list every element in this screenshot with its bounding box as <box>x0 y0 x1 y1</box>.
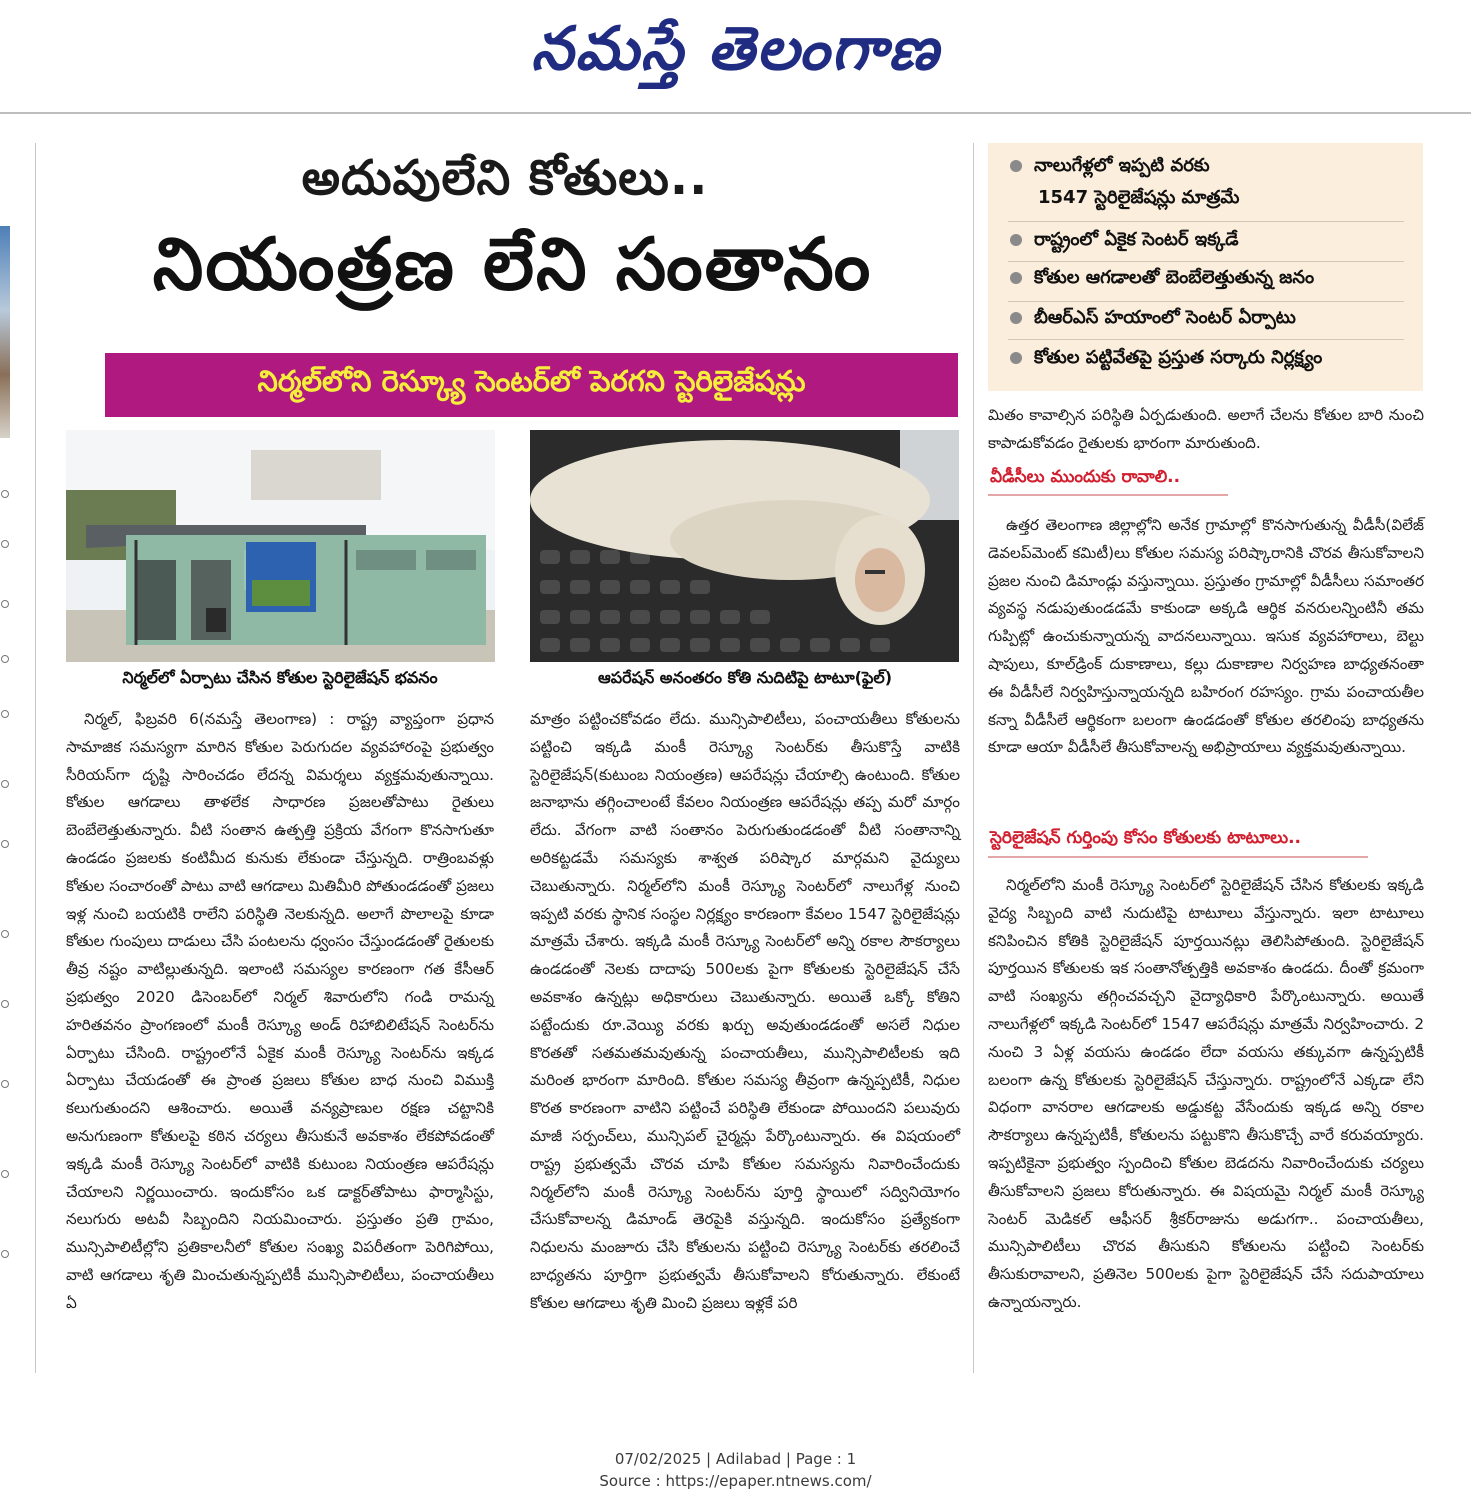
highlight-divider <box>1008 301 1404 302</box>
neighbor-text-strip <box>0 480 10 1380</box>
article-paragraph: ఉత్తర తెలంగాణ జిల్లాల్లోని అనేక గ్రామాల్లో కొనసాగుతున్న వీడీసీ(విలేజ్ డెవలప్‌మెంట్ కమిటీ)లు కోతుల సమస్య పరిష్కారానికి చొరవ తీసుకోవాలని ప్రజల నుంచి డిమాండ్లు వస్తున్నాయి. ప్రస్తుతం గ్రామాల్లో వీడీసీలు సమాంతర వ్యవస్థ నడుపుతుండడమే కాకుండా అక్కడి ఆర్థిక వనరులన్నింటినీ తమ గుప్పిట్లో ఉంచుకున్నాయన్న వాదనలున్నాయి. ఇసుక వ్యవహారాలు, బెల్టు షాపులు, కూల్‌డ్రింక్ దుకాణాలు, కల్లు దుకాణాల నిర్వహణ బాధ్యతనంతా ఈ వీడీసీలే నిర్వహిస్తున్నాయన్నది బహిరంగ రహస్యం. గ్రామ పంచాయతీల కన్నా వీడీసీలే ఆర్థికంగా బలంగా ఉండడంతో కోతుల తరలింపు బాధ్యతను కూడా ఆయా వీడీసీలే తీసుకోవాలన్న అభిప్రాయాలు వ్యక్తమవుతున్నాయి. <box>988 516 1424 757</box>
bullet-icon <box>1010 352 1022 364</box>
highlights-box <box>988 143 1423 391</box>
building-photo-caption: నిర్మల్‌లో ఏర్పాటు చేసిన కోతుల స్టెరిలైజేషన్ భవనం <box>122 668 438 687</box>
highlight-divider <box>1008 221 1404 222</box>
subhead-band <box>105 353 958 417</box>
article-column-3-bottom <box>988 872 1424 1317</box>
article-column-3-top <box>988 402 1424 458</box>
masthead <box>0 0 1471 114</box>
section-heading-rule <box>988 494 1228 496</box>
footer-date-edition: 07/02/2025 | Adilabad | Page : 1 <box>614 1450 857 1468</box>
highlight-divider <box>1008 261 1404 262</box>
monkey-photo-caption: ఆపరేషన్ అనంతరం కోతి నుదిటిపై టాటూ(ఫైల్) <box>597 668 893 687</box>
column-rule <box>973 143 974 1373</box>
building-photo <box>66 430 495 662</box>
bullet-icon <box>1010 272 1022 284</box>
headline-kicker: అదుపులేని కోతులు.. <box>301 150 709 206</box>
bullet-icon <box>1010 312 1022 324</box>
section-heading: స్టెరిలైజేషన్ గుర్తింపు కోసం కోతులకు టాటూలు.. <box>990 828 1302 848</box>
highlight-item: రాష్ట్రంలో ఏకైక సెంటర్ ఇక్కడే <box>1010 229 1239 254</box>
section-heading: వీడీసీలు ముందుకు రావాలి.. <box>990 467 1181 487</box>
article-column-2 <box>530 706 960 1318</box>
section-heading-rule <box>988 856 1368 858</box>
footer-source: Source : https://epaper.ntnews.com/ <box>599 1472 872 1490</box>
bullet-icon <box>1010 160 1022 172</box>
highlight-item: కోతుల పట్టివేతపై ప్రస్తుత సర్కారు నిర్లక్ష్యం <box>1010 347 1322 372</box>
article-paragraph: నిర్మల్, ఫిబ్రవరి 6(నమస్తే తెలంగాణ) : రాష్ట్ర వ్యాప్తంగా ప్రధాన సామాజిక సమస్యగా మారిన కోతుల పెరుగుదల వ్యవహారంపై ప్రభుత్వం సీరియస్‌గా దృష్టి సారించడం లేదన్న విమర్శలు వ్యక్తమవుతున్నాయి. కోతుల ఆగడాలు తాళలేక సాధారణ ప్రజలతోపాటు రైతులు బెంబేలెత్తుతున్నారు. వీటి సంతాన ఉత్పత్తి ప్రక్రియ వేగంగా కొనసాగుతూ ఉండడం ప్రజలకు కంటిమీద కునుకు లేకుండా చేస్తున్నది. రాత్రింబవళ్లు కోతుల సంచారంతో పాటు వాటి ఆగడాలు మితిమీరి పోతుండడంతో ప్రజలు ఇళ్ల నుంచి బయటికి రాలేని పరిస్థితి నెలకున్నది. అలాగే పొలాలపై కూడా కోతుల గుంపులు దాడులు చేసి పంటలను ధ్వంసం చేస్తుండడంతో రైతులకు తీవ్ర నష్టం వాటిల్లుతున్నది. ఇలాంటి సమస్యల కారణంగా గత కేసీఆర్ ప్రభుత్వం 2020 డిసెంబర్‌లో నిర్మల్ శివారులోని గండి రామన్న హరితవనం ప్రాంగణంలో మంకీ రెస్క్యూ అండ్ రిహాబిలిటేషన్ సెంటర్‌ను ఏర్పాటు చేసింది. రాష్ట్రంలోనే ఏకైక మంకీ రెస్క్యూ సెంటర్‌ను ఇక్కడ ఏర్పాటు చేయడంతో ఈ ప్రాంత ప్రజలు కోతుల బాధ నుంచి విముక్తి కలుగుతుందని ఆశించారు. అయితే వన్యప్రాణుల రక్షణ చట్టానికి అనుగుణంగా కోతులపై కఠిన చర్యలు తీసుకునే అవకాశం లేకపోవడంతో ఇక్కడి మంకీ రెస్క్యూ సెంటర్‌లో వాటికి కుటుంబ నియంత్రణ ఆపరేషన్లు చేయాలని నిర్ణయించారు. ఇందుకోసం ఒక డాక్టర్‌తోపాటు ఫార్మాసిస్టు, నలుగురు అటవీ సిబ్బందిని నియమించారు. ప్రస్తుతం ప్రతి గ్రామం, మున్సిపాలిటీల్లోని ప్రతికాలనీలో కోతుల సంఖ్య విపరీతంగా పెరిగిపోయి, వాటి ఆగడాలు శృతి మించుతున్నప్పటికీ మున్సిపాలిటీలు, పంచాయతీలు ఏ <box>66 710 494 1312</box>
article-column-1 <box>66 706 494 1318</box>
headline-main: నియంత్రణ లేని సంతానం <box>152 222 873 306</box>
article-paragraph: నిర్మల్‌లోని మంకీ రెస్క్యూ సెంటర్‌లో స్టెరిలైజేషన్ చేసిన కోతులకు ఇక్కడి వైద్య సిబ్బంది వాటి నుదుటిపై టాటూలు వేస్తున్నారు. ఇలా టాటూలు కనిపించిన కోతికి స్టెరిలైజేషన్ పూర్తయినట్లు తెలిసిపోతుంది. స్టెరిలైజేషన్ పూర్తయిన కోతులకు ఇక సంతానోత్పత్తికి అవకాశం ఉండదు. దీంతో క్రమంగా వాటి సంఖ్యను తగ్గించవచ్చని వైద్యాధికారి పేర్కొంటున్నారు. అయితే నాలుగేళ్లలో ఇక్కడి సెంటర్‌లో 1547 ఆపరేషన్లు మాత్రమే నిర్వహించారు. 2 నుంచి 3 ఏళ్ల వయసు ఉండడం లేదా వయసు తక్కువగా ఉన్నప్పటికీ బలంగా ఉన్న కోతులకు స్టెరిలైజేషన్ చేస్తున్నారు. రాష్ట్రంలోనే ఎక్కడా లేని విధంగా వానరాల ఆగడాలకు అడ్డుకట్ట వేసేందుకు ఇక్కడ అన్ని రకాల సౌకర్యాలు ఉన్నప్పటికీ, కోతులను పట్టుకొని తీసుకొచ్చే వారే కరువయ్యారు. ఇప్పటికైనా ప్రభుత్వం స్పందించి కోతుల బెడదను నివారించేందుకు చర్యలు తీసుకోవాలని ప్రజలు కోరుతున్నారు. ఈ విషయమై నిర్మల్ మంకీ రెస్క్యూ సెంటర్ మెడికల్ ఆఫీసర్ శ్రీకర్‌రాజును అడుగగా.. పంచాయతీలు, మున్సిపాలిటీలు చొరవ తీసుకుని కోతులను పట్టించి సెంటర్‌కు తీసుకురావాలని, ప్రతినెల 500లకు పైగా స్టెరిలైజేషన్ చేసే సదుపాయాలు ఉన్నాయన్నారు. <box>988 876 1424 1311</box>
monkey-photo <box>530 430 959 662</box>
article-paragraph: మితం కావాల్సిన పరిస్థితి ఏర్పడుతుంది. అలాగే చేలను కోతుల బారి నుంచి కాపాడుకోవడం రైతులకు భారంగా మారుతుంది. <box>988 406 1424 452</box>
article-paragraph: మాత్రం పట్టించకోవడం లేదు. మున్సిపాలిటీలు, పంచాయతీలు కోతులను పట్టించి ఇక్కడి మంకీ రెస్క్యూ సెంటర్‌కు తీసుకొస్తే వాటికి స్టెరిలైజేషన్(కుటుంబ నియంత్రణ) ఆపరేషన్లు చేయాల్సి ఉంటుంది. కోతుల జనాభాను తగ్గించాలంటే కేవలం నియంత్రణ ఆపరేషన్లు తప్ప మరో మార్గం లేదు. వేగంగా వాటి సంతానం పెరుగుతుండడంతో వీటి సంతానాన్ని అరికట్టడమే సమస్యకు శాశ్వత పరిష్కార మార్గమని వైద్యులు చెబుతున్నారు. నిర్మల్‌లోని మంకీ రెస్క్యూ సెంటర్‌లో నాలుగేళ్ల నుంచి ఇప్పటి వరకు స్థానిక సంస్థల నిర్లక్ష్యం కారణంగా కేవలం 1547 స్టెరిలైజేషన్లు మాత్రమే చేశారు. ఇక్కడి మంకీ రెస్క్యూ సెంటర్‌లో అన్ని రకాల సౌకర్యాలు ఉండడంతో నెలకు దాదాపు 500లకు పైగా కోతులకు స్టెరిలైజేషన్ చేసే అవకాశం ఉన్నట్లు అధికారులు చెబుతున్నారు. అయితే ఒక్కో కోతిని పట్టేందుకు రూ.వెయ్యి వరకు ఖర్చు అవుతుండడంతో అసలే నిధుల కొరతతో సతమతమవుతున్న పంచాయతీలు, మున్సిపాలిటీలకు ఇది మరింత భారంగా మారింది. కోతుల సమస్య తీవ్రంగా ఉన్నప్పటికీ, నిధుల కొరత కారణంగా వాటిని పట్టించే పరిస్థితి లేకుండా పోయిందని పలువురు మాజీ సర్పంచ్‌లు, మున్సిపల్ చైర్మన్లు పేర్కొంటున్నారు. ఈ విషయంలో రాష్ట్ర ప్రభుత్వమే చొరవ చూపి కోతుల సమస్యను నివారించేందుకు నిర్మల్‌లోని మంకీ రెస్క్యూ సెంటర్‌ను పూర్తి స్థాయిలో సద్వినియోగం చేసుకోవాలన్న డిమాండ్ తెరపైకి వస్తున్నది. ఇందుకోసం ప్రత్యేకంగా నిధులను మంజూరు చేసి కోతులను పట్టించి రెస్క్యూ సెంటర్‌కు తరలించే బాధ్యతను పూర్తిగా ప్రభుత్వమే తీసుకోవాలని కోరుతున్నారు. లేకుంటే కోతుల ఆగడాలు శృతి మించి ప్రజలు ఇళ్లకే పరి <box>530 710 960 1312</box>
highlight-item: 1547 స్టెరిలైజేషన్లు మాత్రమే <box>1038 187 1240 208</box>
bullet-icon <box>1010 234 1022 246</box>
highlight-divider <box>1008 339 1404 340</box>
column-rule <box>35 143 36 1373</box>
highlight-item: కోతుల ఆగడాలతో బెంబేలెత్తుతున్న జనం <box>1010 267 1314 292</box>
highlight-item: బీఆర్‌ఎస్ హయాంలో సెంటర్ ఏర్పాటు <box>1010 307 1296 332</box>
subhead-text: నిర్మల్‌లోని రెస్క్యూ సెంటర్‌లో పెరగని స్టెరిలైజేషన్లు <box>257 364 806 398</box>
article-column-3-middle <box>988 512 1424 762</box>
newspaper-title: నమస్తే తెలంగాణ <box>530 14 941 84</box>
highlight-item: నాలుగేళ్లలో ఇప్పటి వరకు <box>1010 155 1210 180</box>
